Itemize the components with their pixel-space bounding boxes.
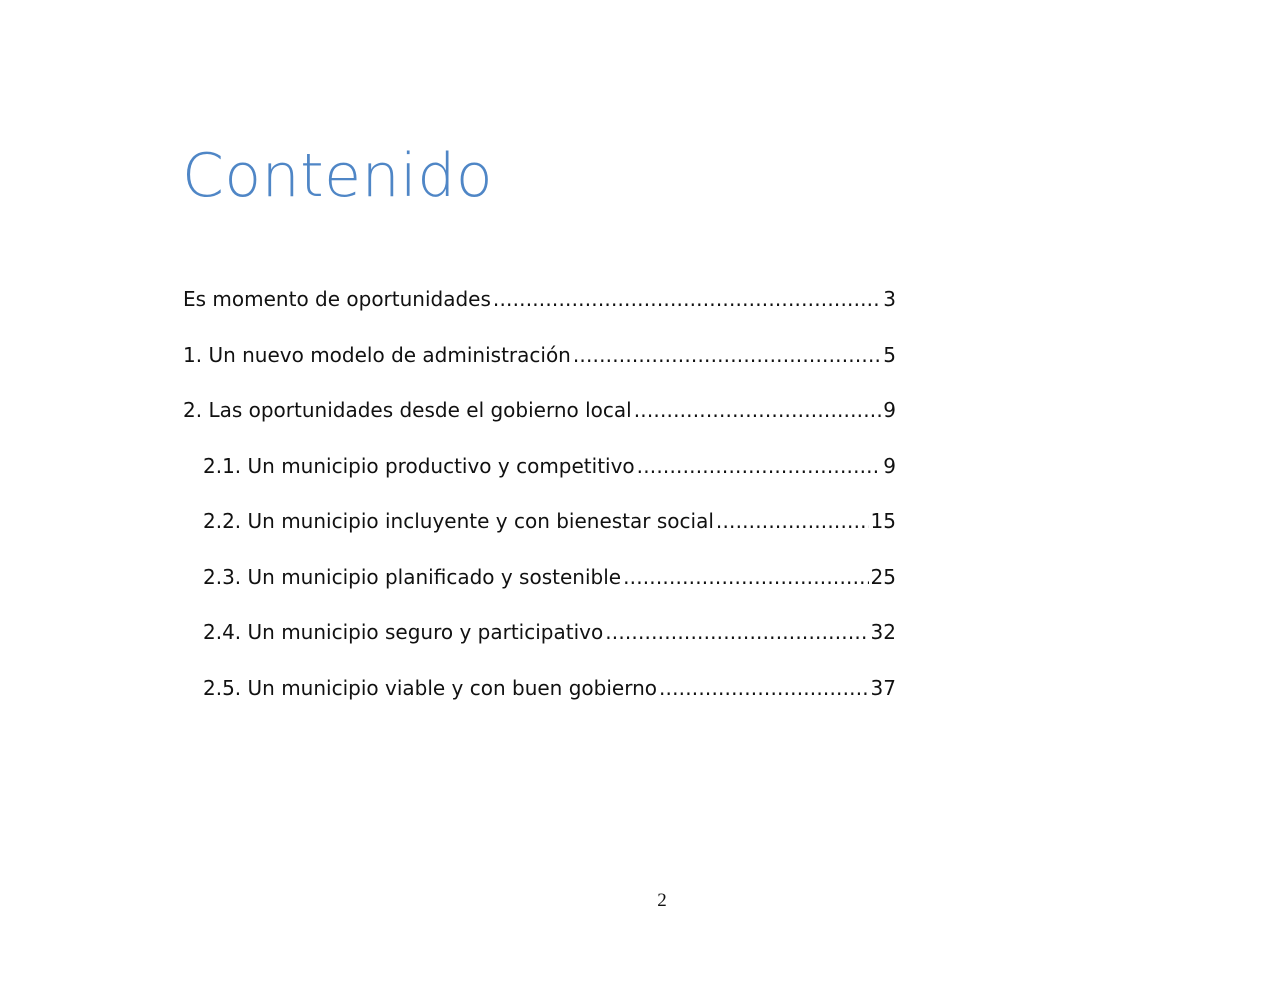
table-of-contents <box>183 282 896 726</box>
toc-entry[interactable] <box>183 560 896 616</box>
toc-dot-leader <box>605 615 868 649</box>
toc-entry-page: 3 <box>883 287 896 311</box>
toc-dot-leader <box>637 449 882 483</box>
toc-entry[interactable] <box>183 615 896 671</box>
toc-dot-leader <box>634 393 882 427</box>
toc-entry[interactable] <box>183 504 896 560</box>
toc-entry[interactable] <box>183 449 896 505</box>
toc-entry[interactable] <box>183 282 896 338</box>
toc-entry[interactable] <box>183 671 896 727</box>
toc-entry-title: 2.4. Un municipio seguro y participativo <box>203 620 604 644</box>
toc-entry-title: Es momento de oportunidades <box>183 287 491 311</box>
page-number: 2 <box>657 890 667 911</box>
toc-dot-leader <box>623 560 868 594</box>
toc-entry-title: 2.2. Un municipio incluyente y con bienestar social <box>203 509 714 533</box>
toc-dot-leader <box>573 338 881 372</box>
toc-entry-title: 1. Un nuevo modelo de administración <box>183 342 571 367</box>
toc-entry-page: 25 <box>870 564 896 589</box>
toc-entry-page: 37 <box>870 675 896 700</box>
toc-dot-leader <box>493 282 881 316</box>
toc-entry-title: 2. Las oportunidades desde el gobierno local <box>183 398 632 422</box>
toc-heading: Contenido <box>182 141 494 211</box>
toc-entry-title: 2.5. Un municipio viable y con buen gobierno <box>203 675 657 700</box>
toc-entry[interactable] <box>183 338 896 394</box>
toc-entry-page: 9 <box>883 453 896 478</box>
toc-entry-page: 15 <box>870 509 896 533</box>
toc-dot-leader <box>659 671 869 705</box>
toc-entry[interactable] <box>183 393 896 449</box>
toc-entry-title: 2.1. Un municipio productivo y competitivo <box>203 453 635 478</box>
toc-entry-page: 5 <box>883 342 896 367</box>
toc-entry-page: 9 <box>883 398 896 422</box>
toc-entry-page: 32 <box>870 620 896 644</box>
toc-dot-leader <box>716 504 869 538</box>
toc-entry-title: 2.3. Un municipio planificado y sostenible <box>203 564 622 589</box>
